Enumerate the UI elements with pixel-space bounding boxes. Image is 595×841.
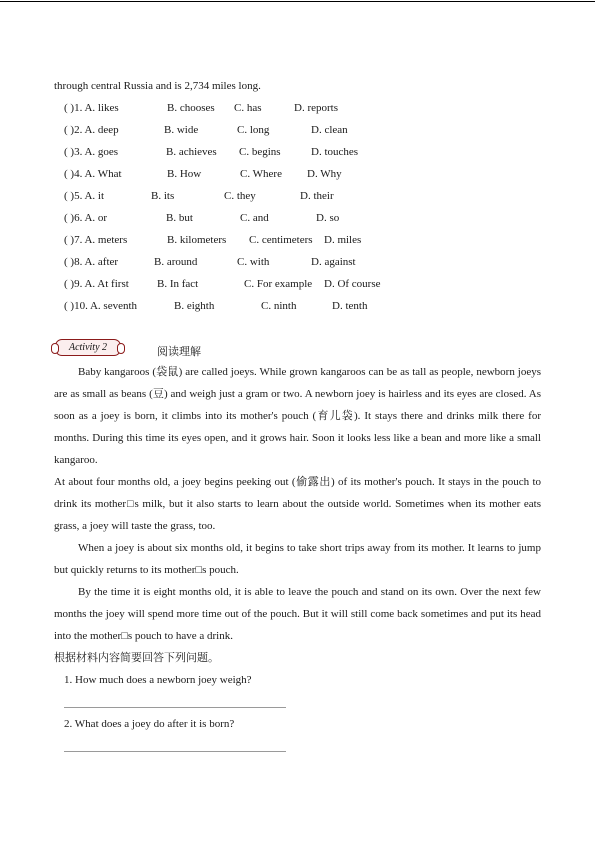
header-rule (0, 1, 595, 2)
option-b: B. In fact (157, 278, 199, 290)
choice-number[interactable]: ( )7. A. meters (64, 234, 128, 246)
option-c: C. For example (244, 278, 313, 290)
option-d: D. Why (307, 168, 342, 180)
answer-line-1[interactable] (64, 707, 286, 708)
option-b: B. but (166, 212, 193, 224)
instructions: 根据材料内容简要回答下列问题。 (54, 652, 219, 664)
passage-paragraph-3: When a joey is about six months old, it begins to take short trips away from its mother. It learns to jump but quickly returns to its mother□s pouch. (54, 542, 541, 576)
option-d: D. miles (324, 234, 362, 246)
option-c: C. and (240, 212, 269, 224)
option-b: B. How (167, 168, 202, 180)
option-c: C. centimeters (249, 234, 313, 246)
choice-number[interactable]: ( )10. A. seventh (64, 300, 138, 312)
question-1: 1. How much does a newborn joey weigh? (64, 674, 252, 686)
choice-number[interactable]: ( )5. A. it (64, 190, 105, 202)
option-d: D. tenth (332, 300, 368, 312)
option-c: C. begins (239, 146, 281, 158)
choice-number[interactable]: ( )8. A. after (64, 256, 119, 268)
option-b: B. wide (164, 124, 199, 136)
option-b: B. around (154, 256, 198, 268)
choice-number[interactable]: ( )4. A. What (64, 168, 122, 180)
activity-badge-label: Activity 2 (68, 342, 108, 353)
option-b: B. its (151, 190, 175, 202)
choice-number[interactable]: ( )1. A. likes (64, 102, 119, 114)
activity-badge (55, 339, 121, 356)
choice-number[interactable]: ( )2. A. deep (64, 124, 119, 136)
option-c: C. has (234, 102, 262, 114)
option-b: B. eighth (174, 300, 215, 312)
answer-line-2[interactable] (64, 751, 286, 752)
section-title: 阅读理解 (157, 345, 201, 358)
choice-number[interactable]: ( )6. A. or (64, 212, 108, 224)
choice-number[interactable]: ( )9. A. At first (64, 278, 129, 290)
option-b: B. chooses (167, 102, 215, 114)
choice-number[interactable]: ( )3. A. goes (64, 146, 119, 158)
option-b: B. kilometers (167, 234, 227, 246)
option-d: D. against (311, 256, 356, 268)
option-d: D. touches (311, 146, 359, 158)
option-d: D. clean (311, 124, 348, 136)
option-d: D. so (316, 212, 340, 224)
passage-paragraph-2: At about four months old, a joey begins peeking out (偷露出) of its mother's pouch. It stays in the pouch to drink its mother□s milk, but it also starts to learn about the outside world. Sometimes when its mother eats grass, a joey will taste the grass, too. (54, 476, 541, 532)
option-d: D. their (300, 190, 334, 202)
option-d: D. reports (294, 102, 338, 114)
option-c: C. with (237, 256, 270, 268)
option-b: B. achieves (166, 146, 217, 158)
option-d: D. Of course (324, 278, 381, 290)
passage-paragraph-1: Baby kangaroos (袋鼠) are called joeys. While grown kangaroos can be as tall as people, newborn joeys are as small as beans (豆) and weigh just a gram or two. A newborn joey is hairless and its eyes are closed. As soon as a joey is born, it climbs into its mother's pouch (育儿袋). It stays there and drinks milk there for months. During this time its eyes open, and it grows hair. Soon it looks less like a bean and more like a small kangaroo. (54, 366, 541, 466)
passage-paragraph-4: By the time it is eight months old, it is able to leave the pouch and stand on its own. Over the next few months the joey will spend more time out of the pouch. But it will still come back sometimes and put its head into the mother□s pouch to have a drink. (54, 586, 541, 642)
option-c: C. long (237, 124, 270, 136)
question-2: 2. What does a joey do after it is born? (64, 718, 235, 730)
option-c: C. they (224, 190, 256, 202)
option-c: C. Where (240, 168, 282, 180)
option-c: C. ninth (261, 300, 297, 312)
intro-line: through central Russia and is 2,734 miles long. (54, 80, 261, 92)
